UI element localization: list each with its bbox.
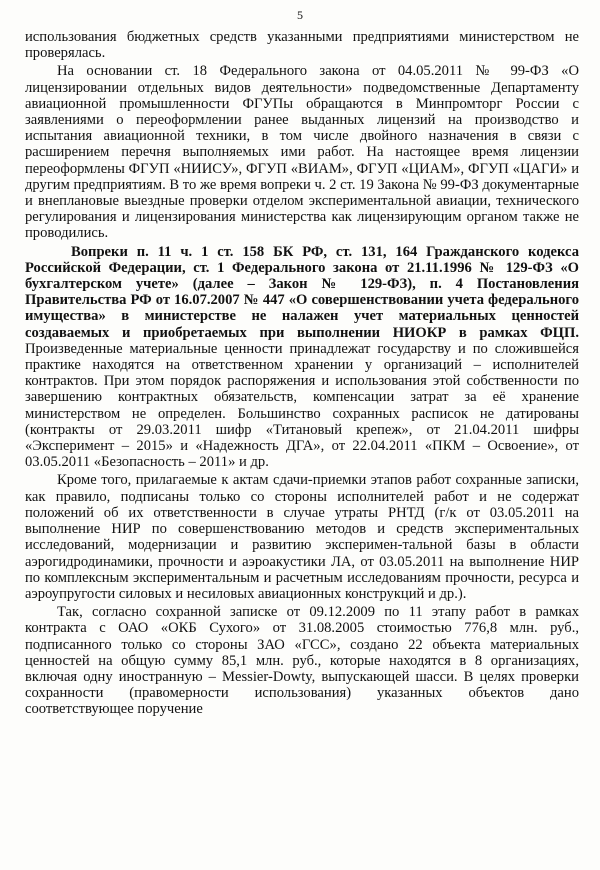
document-body	[25, 29, 579, 720]
paragraph-sukhoi-contract: Так, согласно сохранной записке от 09.12.2009 по 11 этапу работ в рамках контракта с ОАО «ОКБ Сухого» от 31.08.2005 стоимостью 776,8 млн. руб., подписанного только со стороны ЗАО «ГСС», создано 22 объекта материальных ценностей на общую сумму 85,1 млн. руб., которые находятся в 8 организациях, включая одну иностранную – Messier-Dowty, выпускающей шасси. В целях проверки сохранности (правомерности использования) указанных объектов дано соответствующее поручение	[25, 604, 579, 718]
page-number: 5	[297, 8, 303, 22]
paragraph-safekeeping-notes: Кроме того, прилагаемые к актам сдачи-приемки этапов работ сохранные записки, как правило, подписаны только со стороны исполнителей работ и не содержат положений об их ответственности в случае утраты РНТД (г/к от 03.05.2011 на выполнение НИР по совершенствованию методов и средств экспериментальных исследований, модернизации и развитию эксперимен-тальной базы в области аэрогидродинамики, прочности и аэроакустики ЛА, от 03.05.2011 на выполнение НИР по комплексным экспериментальным и расчетным исследованиям прочности, ресурса и аэроупругости силовых и несиловых авиационных конструкций и др.).	[25, 472, 579, 602]
paragraph-continuation: использования бюджетных средств указанными предприятиями министерством не проверялась.	[25, 29, 579, 62]
paragraph-bold-lead: Вопреки п. 11 ч. 1 ст. 158 БК РФ, ст. 131, 164 Гражданского кодекса Российской Федерации, ст. 1 Федерального закона от 21.11.1996 № 129-ФЗ «О бухгалтерском учете» (далее – Закон № 129-ФЗ), п. 4 Постановления Правительства РФ от 16.07.2007 № 447 «О совершенствовании учета федерального имущества» в министерстве не налажен учет материальных ценностей создаваемых и приобретаемых при выполнении НИОКР в рамках ФЦП.	[25, 243, 579, 341]
paragraph-accounting-violation	[25, 244, 579, 471]
paragraph-body-text: Произведенные материальные ценности принадлежат государству и по сложившейся практике находятся на ответственном хранении у организаций – исполнителей контрактов. При этом порядок распоряжения и использования этой собственности по завершению контрактных обязательств, компенсации затрат за её хранение министерством не определен. Большинство сохранных расписок не датированы (контракты от 29.03.2011 шифр «Титановый крепеж», от 21.04.2011 шифры «Эксперимент – 2015» и «Надежность ДГА», от 22.04.2011 «ПКМ – Освоение», от 03.05.2011 «Безопасность – 2011» и др.	[25, 340, 579, 471]
paragraph-licensing: На основании ст. 18 Федерального закона от 04.05.2011 № 99-ФЗ «О лицензировании отдельных видов деятельности» подведомственные Департаменту авиационной промышленности ФГУПы обращаются в Минпромторг России с заявлениями о переоформлении ранее выданных лицензий на производство и испытания авиационной техники, в том числе двойного назначения в связи с расширением перечня выполняемых ими работ. На настоящее время лицензии переоформлены ФГУП «НИИСУ», ФГУП «ВИАМ», ФГУП «ЦИАМ», ФГУП «ЦАГИ» и другим предприятиям. В то же время вопреки ч. 2 ст. 19 Закона № 99-ФЗ документарные и внеплановые выездные проверки отделом экспериментальной авиации, технического регулирования и лицензирования министерства как лицензирующим органом также не проводились.	[25, 63, 579, 242]
